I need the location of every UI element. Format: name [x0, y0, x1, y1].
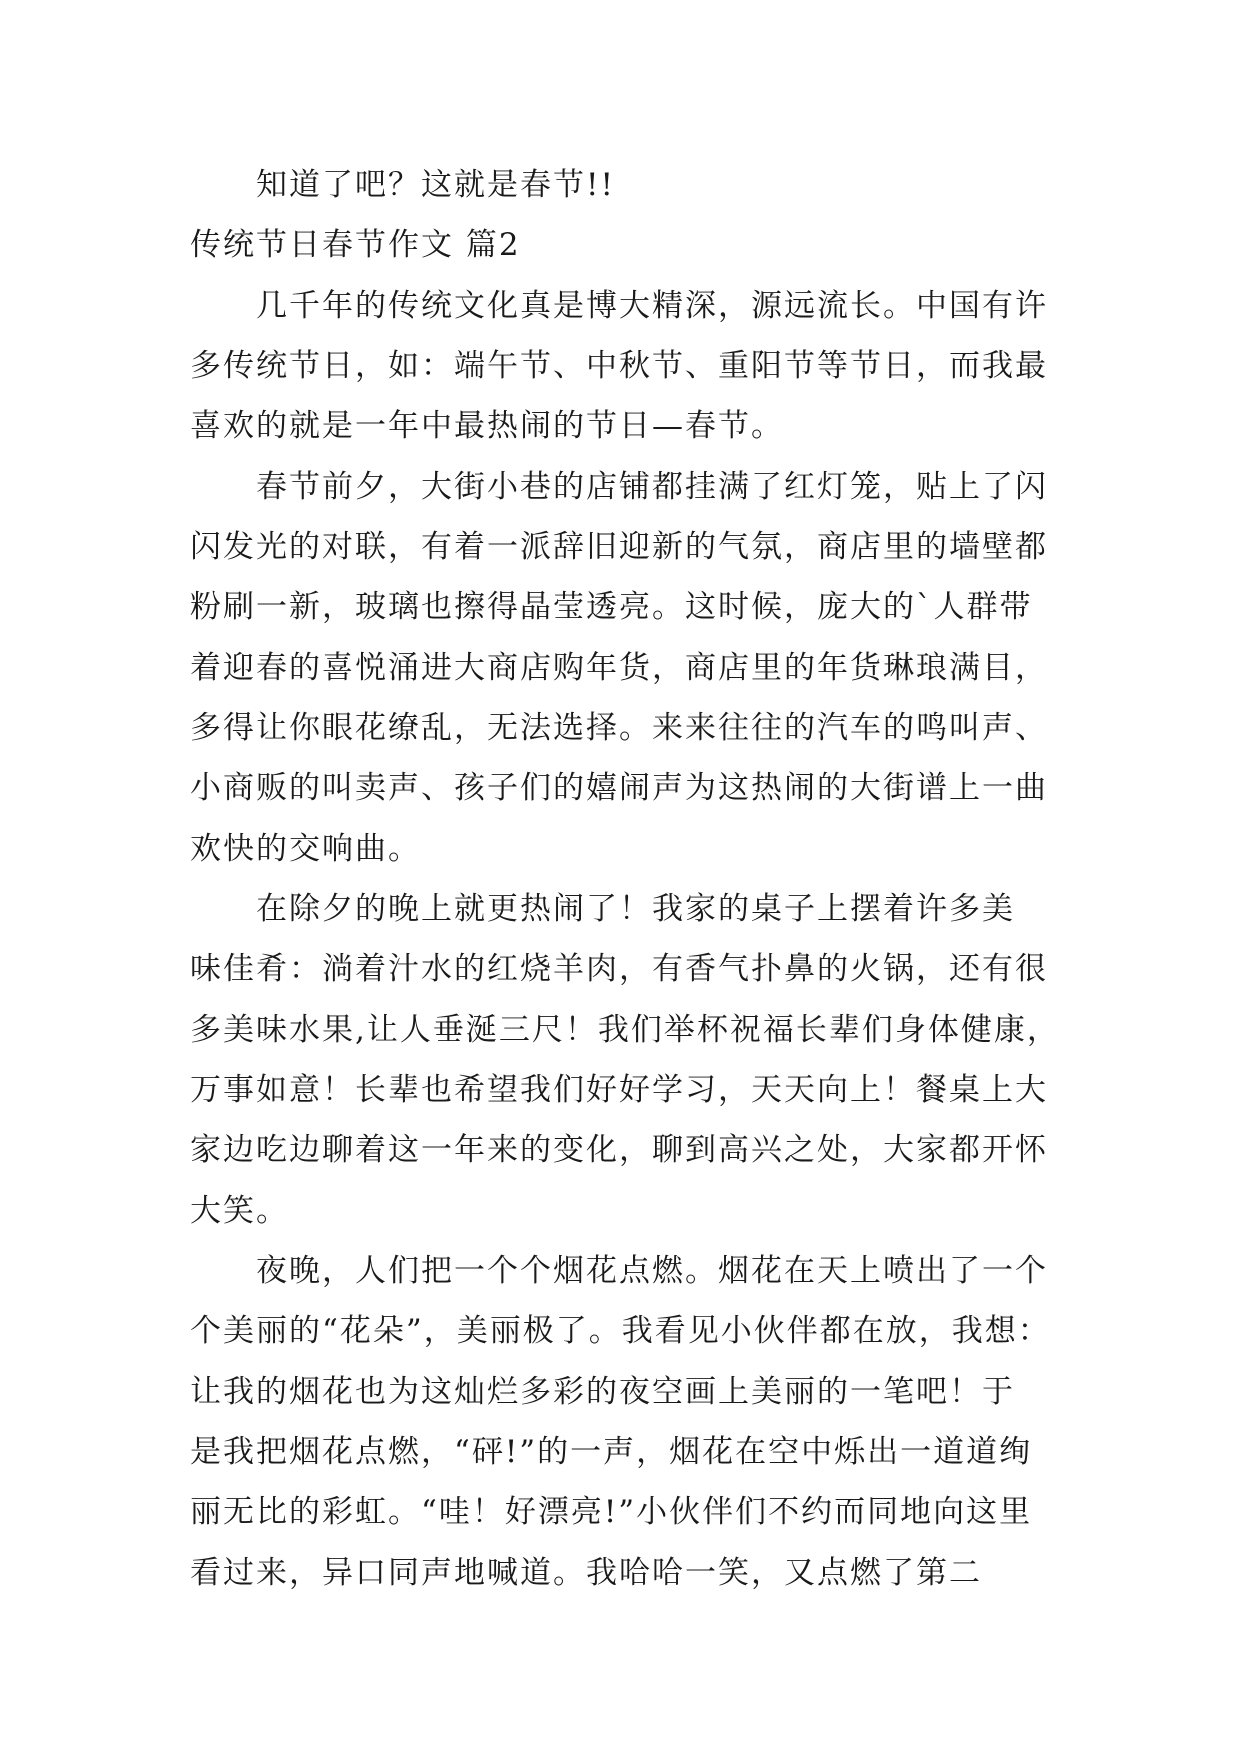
paragraph-line: 多得让你眼花缭乱，无法选择。来来往往的汽车的鸣叫声、 — [190, 710, 1048, 746]
paragraph-line: 闪发光的对联，有着一派辞旧迎新的气氛，商店里的墙壁都 — [190, 529, 1048, 565]
paragraph-line: 喜欢的就是一年中最热闹的节日—春节。 — [190, 408, 784, 444]
paragraph-line: 春节前夕，大街小巷的店铺都挂满了红灯笼，贴上了闪 — [256, 469, 1048, 505]
paragraph-line: 看过来，异口同声地喊道。我哈哈一笑，又点燃了第二 — [190, 1555, 982, 1591]
paragraph-line: 知道了吧？这就是春节!! — [256, 167, 615, 203]
paragraph-line: 着迎春的喜悦涌进大商店购年货，商店里的年货琳琅满目， — [190, 650, 1048, 686]
paragraph-line: 多美味水果,让人垂涎三尺！我们举杯祝福长辈们身体健康， — [190, 1012, 1060, 1048]
paragraph-line: 几千年的传统文化真是博大精深，源远流长。中国有许 — [256, 288, 1048, 324]
paragraph-line: 万事如意！长辈也希望我们好好学习，天天向上！餐桌上大 — [190, 1072, 1048, 1108]
paragraph-line: 欢快的交响曲。 — [190, 831, 421, 867]
paragraph-line: 个美丽的“花朵”，美丽极了。我看见小伙伴都在放，我想： — [190, 1313, 1051, 1349]
paragraph-line: 丽无比的彩虹。“哇！好漂亮!”小伙伴们不约而同地向这里 — [190, 1494, 1033, 1530]
paragraph-line: 大笑。 — [190, 1193, 289, 1229]
paragraph-line: 让我的烟花也为这灿烂多彩的夜空画上美丽的一笔吧！于 — [190, 1374, 1015, 1410]
section-heading: 传统节日春节作文 篇2 — [190, 227, 521, 263]
paragraph-line: 家边吃边聊着这一年来的变化，聊到高兴之处，大家都开怀 — [190, 1132, 1048, 1168]
paragraph-line: 夜晚，人们把一个个烟花点燃。烟花在天上喷出了一个 — [256, 1253, 1048, 1289]
paragraph-line: 小商贩的叫卖声、孩子们的嬉闹声为这热闹的大街谱上一曲 — [190, 770, 1048, 806]
paragraph-line: 味佳肴：淌着汁水的红烧羊肉，有香气扑鼻的火锅，还有很 — [190, 951, 1048, 987]
paragraph-line: 在除夕的晚上就更热闹了！我家的桌子上摆着许多美 — [256, 891, 1015, 927]
paragraph-line: 多传统节日，如：端午节、中秋节、重阳节等节日，而我最 — [190, 348, 1048, 384]
paragraph-line: 是我把烟花点燃，“砰!”的一声，烟花在空中烁出一道道绚 — [190, 1434, 1033, 1470]
paragraph-line: 粉刷一新，玻璃也擦得晶莹透亮。这时候，庞大的`人群带 — [190, 589, 1033, 625]
